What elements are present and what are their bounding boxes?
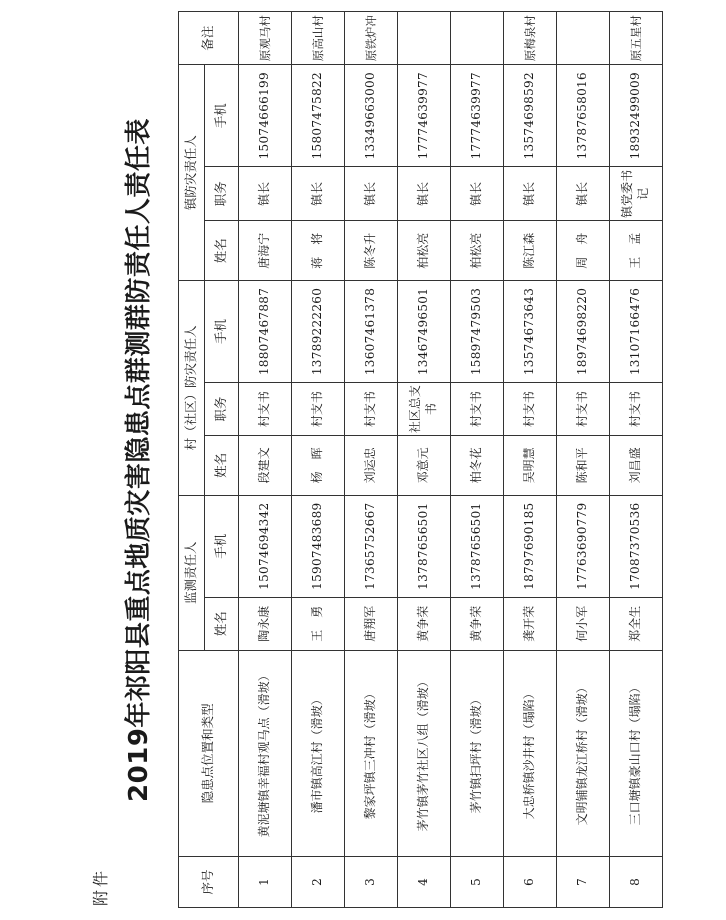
row-index: 5 [451, 857, 504, 908]
row-village-name: 段建文 [239, 436, 292, 496]
row-village-phone: 13789222260 [292, 280, 345, 382]
header-index: 序号 [179, 857, 239, 908]
row-town-name: 陈冬升 [345, 221, 398, 281]
row-village-position: 村支书 [557, 383, 610, 436]
document-title: 2019年祁阳县重点地质灾害隐患点群测群防责任人责任表 [124, 118, 154, 802]
row-note: 原高山村 [292, 12, 345, 65]
row-monitor-name: 龚开荣 [504, 597, 557, 650]
table-row [345, 12, 398, 908]
row-monitor-name: 黄争荣 [398, 597, 451, 650]
row-village-name: 陈和平 [557, 436, 610, 496]
row-monitor-name: 郑全生 [610, 597, 663, 650]
row-index: 8 [610, 857, 663, 908]
row-town-position: 镇长 [398, 167, 451, 221]
row-location: 大忠桥镇沙井村（塌陷） [504, 650, 557, 856]
row-village-position: 村支书 [345, 383, 398, 436]
header-group-row [179, 12, 205, 908]
row-town-name: 柏松亮 [451, 221, 504, 281]
row-town-phone: 15807475822 [292, 65, 345, 167]
row-town-phone: 17774639977 [451, 65, 504, 167]
header-town-phone: 手机 [205, 65, 239, 167]
row-village-name: 杨 晖 [292, 436, 345, 496]
header-monitor-group: 监测责任人 [179, 495, 205, 650]
header-notes: 备注 [179, 12, 239, 65]
table-row [292, 12, 345, 908]
row-monitor-name: 王 勇 [292, 597, 345, 650]
row-note [451, 12, 504, 65]
row-town-position: 镇党委书记 [610, 167, 663, 221]
row-village-phone: 13467496501 [398, 280, 451, 382]
row-town-phone: 18932499009 [610, 65, 663, 167]
row-note: 原梅泉村 [504, 12, 557, 65]
row-monitor-phone: 15074694342 [239, 495, 292, 597]
row-note: 原铁炉冲 [345, 12, 398, 65]
row-village-name: 吴明慧 [504, 436, 557, 496]
row-monitor-phone: 17365752667 [345, 495, 398, 597]
row-town-name: 王 孟 [610, 221, 663, 281]
row-location: 文明铺镇龙江桥村（滑坡） [557, 650, 610, 856]
row-index: 4 [398, 857, 451, 908]
responsibility-table [178, 11, 663, 908]
row-village-name: 刘运忠 [345, 436, 398, 496]
row-note [557, 12, 610, 65]
header-monitor-name: 姓名 [205, 597, 239, 650]
row-village-phone: 13607461378 [345, 280, 398, 382]
header-town-position: 职务 [205, 167, 239, 221]
header-town-group: 镇防灾责任人 [179, 65, 205, 281]
row-monitor-phone: 13787656501 [398, 495, 451, 597]
row-index: 3 [345, 857, 398, 908]
row-monitor-name: 黄争荣 [451, 597, 504, 650]
row-note [398, 12, 451, 65]
row-village-position: 村支书 [239, 383, 292, 436]
row-index: 1 [239, 857, 292, 908]
row-village-name: 邓意元 [398, 436, 451, 496]
row-location: 茅竹镇扫坪村（滑坡） [451, 650, 504, 856]
row-location: 茅竹镇茅竹社区八组（滑坡） [398, 650, 451, 856]
row-village-position: 村支书 [504, 383, 557, 436]
row-town-phone: 15074666199 [239, 65, 292, 167]
row-location: 潘市镇高江村（滑坡） [292, 650, 345, 856]
row-location: 黄泥塘镇幸福村观马点（滑坡） [239, 650, 292, 856]
row-village-position: 村支书 [292, 383, 345, 436]
row-town-position: 镇长 [557, 167, 610, 221]
row-town-phone: 13787658016 [557, 65, 610, 167]
row-village-phone: 18974698220 [557, 280, 610, 382]
table-body [239, 12, 663, 908]
row-town-phone: 13574698592 [504, 65, 557, 167]
row-monitor-phone: 15907483689 [292, 495, 345, 597]
row-monitor-phone: 17087370536 [610, 495, 663, 597]
row-location: 三口塘镇豪山口村（塌陷） [610, 650, 663, 856]
attachment-label: 附件 [91, 867, 110, 906]
row-town-name: 蒋 将 [292, 221, 345, 281]
table-row [557, 12, 610, 908]
row-index: 2 [292, 857, 345, 908]
row-town-name: 唐海宁 [239, 221, 292, 281]
row-monitor-name: 唐翔军 [345, 597, 398, 650]
header-village-group: 村（社区）防灾责任人 [179, 280, 205, 495]
row-monitor-name: 何小军 [557, 597, 610, 650]
row-town-position: 镇长 [504, 167, 557, 221]
row-village-name: 柏冬花 [451, 436, 504, 496]
row-monitor-phone: 17763690779 [557, 495, 610, 597]
row-monitor-phone: 13787656501 [451, 495, 504, 597]
row-location: 黎家坪镇三冲村（滑坡） [345, 650, 398, 856]
row-village-position: 社区总支书 [398, 383, 451, 436]
header-village-phone: 手机 [205, 280, 239, 382]
row-note: 原观马村 [239, 12, 292, 65]
row-index: 7 [557, 857, 610, 908]
row-note: 原五星村 [610, 12, 663, 65]
header-village-name: 姓名 [205, 436, 239, 496]
header-village-position: 职务 [205, 383, 239, 436]
row-town-position: 镇长 [292, 167, 345, 221]
row-monitor-name: 陶永康 [239, 597, 292, 650]
table-row [610, 12, 663, 908]
row-town-phone: 17774639977 [398, 65, 451, 167]
row-town-position: 镇长 [239, 167, 292, 221]
header-location: 隐患点位置和类型 [179, 650, 239, 856]
header-monitor-phone: 手机 [205, 495, 239, 597]
row-town-name: 柏松亮 [398, 221, 451, 281]
row-village-phone: 13107166476 [610, 280, 663, 382]
header-town-name: 姓名 [205, 221, 239, 281]
table-row [504, 12, 557, 908]
row-index: 6 [504, 857, 557, 908]
row-town-phone: 13349663000 [345, 65, 398, 167]
row-monitor-phone: 18797690185 [504, 495, 557, 597]
row-village-phone: 15897479503 [451, 280, 504, 382]
table-row [398, 12, 451, 908]
row-town-position: 镇长 [345, 167, 398, 221]
row-town-name: 陈江森 [504, 221, 557, 281]
row-village-phone: 18807467887 [239, 280, 292, 382]
table-row [239, 12, 292, 908]
row-village-position: 村支书 [451, 383, 504, 436]
row-town-position: 镇长 [451, 167, 504, 221]
row-village-phone: 13574673643 [504, 280, 557, 382]
table-row [451, 12, 504, 908]
row-village-position: 村支书 [610, 383, 663, 436]
row-town-name: 周 舟 [557, 221, 610, 281]
row-village-name: 刘昌盛 [610, 436, 663, 496]
